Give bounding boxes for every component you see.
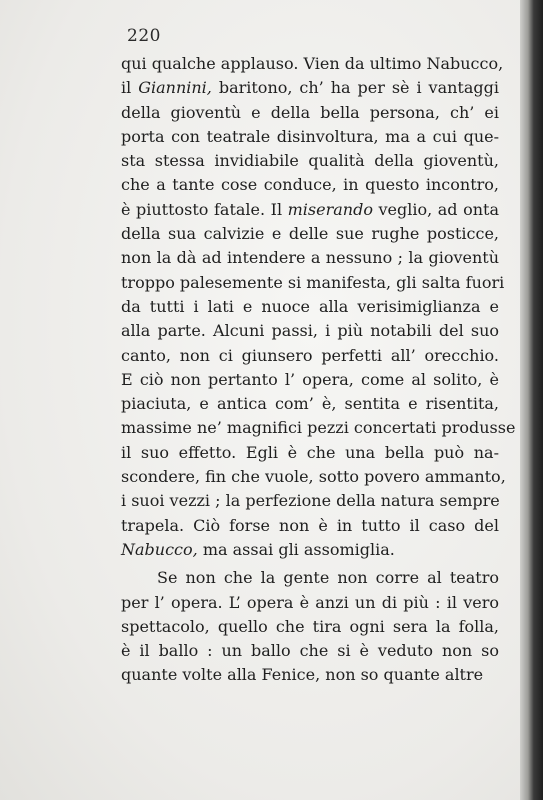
page-edge bbox=[520, 0, 543, 800]
text-line bbox=[121, 663, 499, 687]
text-line bbox=[121, 222, 499, 246]
text-line bbox=[121, 615, 499, 639]
text-line bbox=[121, 416, 516, 440]
text-line bbox=[121, 149, 499, 173]
text-segment: baritono, ch’ ha per sè i vantaggi bbox=[211, 78, 499, 98]
text-segment: troppo palesemente si manifesta, gli salta fuori bbox=[121, 272, 505, 292]
text-line bbox=[121, 514, 499, 538]
text-line bbox=[121, 319, 499, 343]
italic-text: miserando bbox=[287, 199, 373, 219]
text-segment: che a tante cose conduce, in questo incontro, bbox=[121, 175, 499, 195]
text-line bbox=[121, 173, 499, 197]
text-line bbox=[121, 76, 499, 100]
text-segment: della gioventù e della bella persona, ch’ ei bbox=[121, 102, 499, 122]
text-segment: veglio, ad onta bbox=[372, 199, 499, 219]
text-segment: della sua calvizie e delle sue rughe posticce, bbox=[121, 224, 499, 244]
text-line bbox=[121, 52, 504, 76]
text-segment: è piuttosto fatale. Il bbox=[121, 199, 288, 219]
text-line bbox=[121, 198, 499, 222]
text-line bbox=[121, 101, 499, 125]
text-segment: spettacolo, quello che tira ogni sera la folla, bbox=[121, 616, 499, 636]
page-number: 220 bbox=[127, 26, 161, 46]
paragraph bbox=[121, 52, 516, 562]
text-segment: qui qualche applauso. Vien da ultimo Nabucco, bbox=[121, 54, 504, 73]
text-segment: Se non che la gente non corre al teatro bbox=[157, 568, 499, 588]
text-segment: piaciuta, e antica com’ è, sentita e risentita, bbox=[121, 394, 499, 414]
text-segment: porta con teatrale disinvoltura, ma a cui que- bbox=[121, 126, 499, 146]
text-line bbox=[121, 392, 499, 416]
text-line bbox=[121, 125, 499, 149]
text-segment: quante volte alla Fenice, non so quante altre bbox=[121, 665, 484, 685]
text-line bbox=[121, 538, 499, 562]
text-line bbox=[121, 368, 499, 392]
text-segment: per l’ opera. L’ opera è anzi un di più : il vero bbox=[121, 592, 499, 612]
text-segment: i suoi vezzi ; la perfezione della natura sempre bbox=[121, 491, 500, 511]
text-line bbox=[121, 566, 499, 590]
text-segment: scondere, fin che vuole, sotto povero ammanto, bbox=[121, 467, 506, 487]
body-text bbox=[121, 52, 516, 688]
text-segment: non la dà ad intendere a nessuno ; la gioventù bbox=[121, 248, 499, 268]
text-line bbox=[121, 489, 499, 513]
text-segment: trapela. Ciò forse non è in tutto il caso del bbox=[121, 515, 499, 535]
text-segment: da tutti i lati e nuoce alla verisimiglianza e bbox=[121, 296, 499, 316]
text-segment: alla parte. Alcuni passi, i più notabili del suo bbox=[121, 321, 499, 341]
text-line bbox=[121, 591, 499, 615]
paragraph bbox=[121, 566, 499, 687]
text-segment: E ciò non pertanto l’ opera, come al solito, è bbox=[121, 369, 499, 389]
text-line bbox=[121, 344, 499, 368]
text-line bbox=[121, 465, 506, 489]
text-line bbox=[121, 639, 499, 663]
text-segment: ma assai gli assomiglia. bbox=[197, 539, 395, 559]
text-segment: è il ballo : un ballo che si è veduto non so bbox=[121, 641, 499, 661]
text-segment: il bbox=[121, 78, 139, 98]
text-segment: massime ne’ magnifici pezzi concertati produsse bbox=[121, 418, 516, 438]
text-line bbox=[121, 295, 499, 319]
italic-text: Giannini, bbox=[138, 78, 212, 98]
text-segment: sta stessa invidiabile qualità della gioventù, bbox=[121, 151, 499, 171]
text-line bbox=[121, 271, 505, 295]
text-line bbox=[121, 246, 499, 270]
text-segment: il suo effetto. Egli è che una bella può na- bbox=[121, 442, 499, 462]
text-line bbox=[121, 441, 499, 465]
italic-text: Nabucco, bbox=[121, 539, 198, 559]
text-segment: canto, non ci giunsero perfetti all’ orecchio. bbox=[121, 345, 499, 365]
